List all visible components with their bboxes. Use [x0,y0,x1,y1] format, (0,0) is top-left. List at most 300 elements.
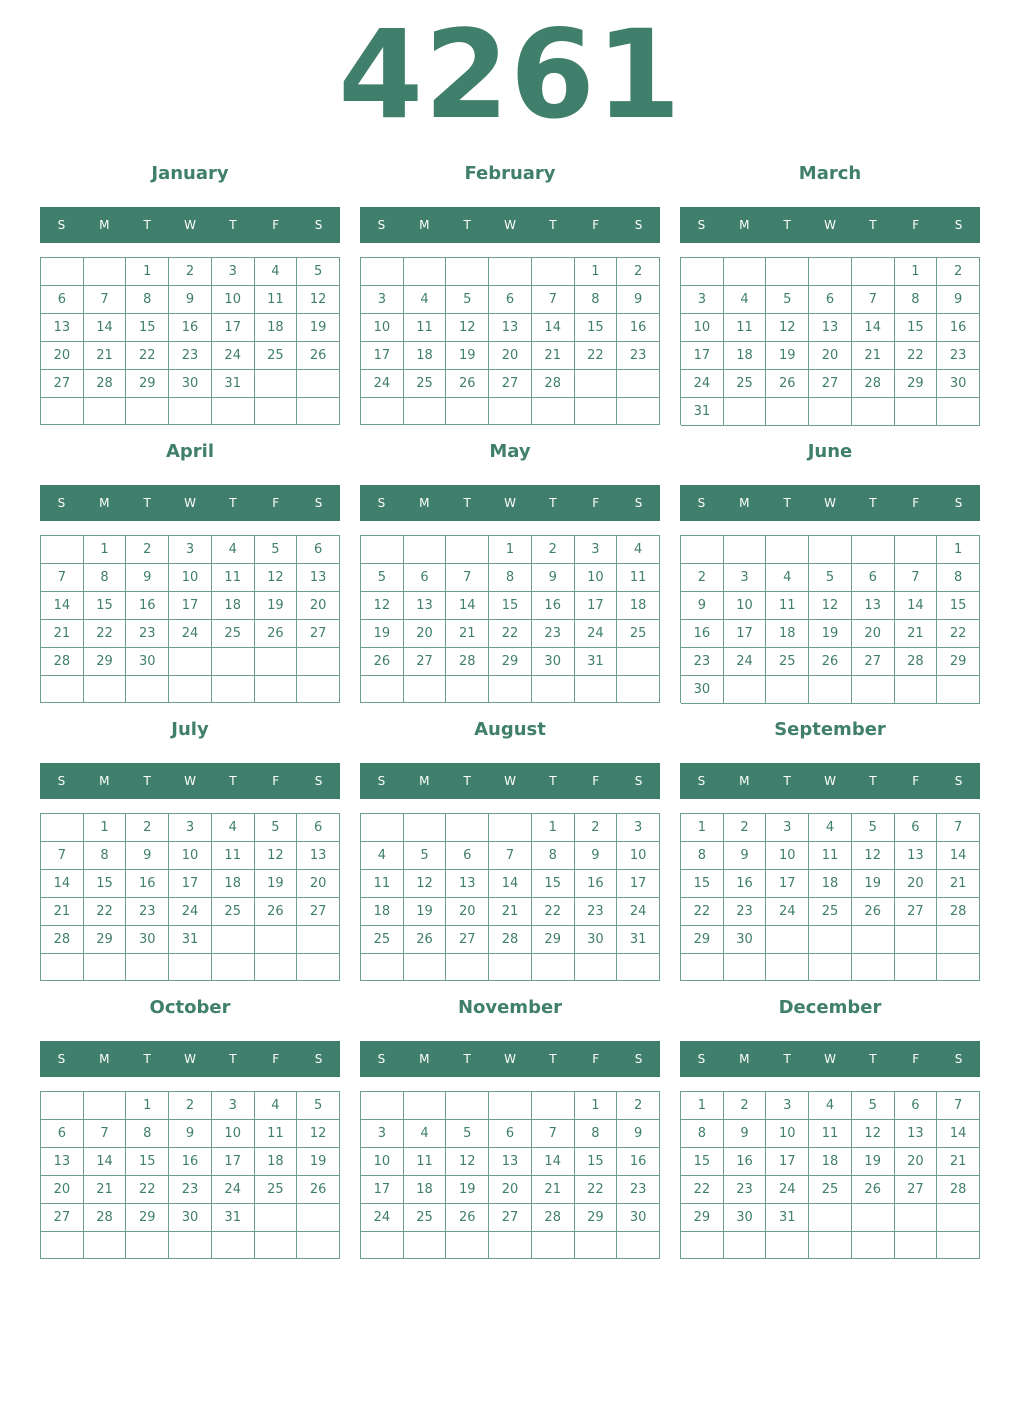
day-cell [255,370,298,398]
weekday-label: T [463,218,471,232]
day-cell [617,954,660,981]
day-cell: 22 [575,342,618,370]
weekday-label: W [504,496,516,510]
weekday-label: W [184,496,196,510]
day-cell: 24 [169,898,212,926]
day-cell: 15 [895,314,938,342]
day-cell: 21 [41,898,84,926]
day-cell [532,398,575,425]
day-cell: 23 [575,898,618,926]
day-cell: 16 [169,314,212,342]
day-cell: 29 [937,648,980,676]
day-cell: 6 [297,814,340,842]
day-cell: 9 [126,564,169,592]
day-cell [361,676,404,703]
day-cell: 14 [446,592,489,620]
weekday-label: S [954,496,963,510]
day-cell [41,258,84,286]
day-grid [680,257,980,425]
day-cell: 25 [809,1176,852,1204]
day-cell [766,954,809,981]
day-cell [404,954,447,981]
day-cell: 19 [446,342,489,370]
day-grid [680,1091,980,1259]
weekday-label: W [824,774,836,788]
day-cell: 24 [212,342,255,370]
day-cell [297,648,340,676]
day-cell: 23 [126,898,169,926]
day-cell: 17 [212,314,255,342]
day-cell: 11 [809,842,852,870]
weekday-header [680,207,980,243]
day-cell: 3 [212,258,255,286]
day-cell: 5 [255,814,298,842]
day-cell: 14 [84,1148,127,1176]
day-cell: 8 [84,842,127,870]
day-cell: 17 [575,592,618,620]
day-cell: 2 [724,814,767,842]
day-cell: 13 [809,314,852,342]
day-cell: 5 [255,536,298,564]
day-cell [404,814,447,842]
day-cell [126,1232,169,1259]
day-cell [937,1232,980,1259]
weekday-label: W [184,1052,196,1066]
day-cell [766,398,809,426]
day-cell: 23 [169,1176,212,1204]
weekday-label: M [739,496,750,510]
day-cell [617,648,660,676]
day-cell [41,954,84,981]
day-cell: 21 [41,620,84,648]
day-cell: 17 [724,620,767,648]
day-cell [937,926,980,954]
day-cell: 30 [937,370,980,398]
day-cell [532,954,575,981]
day-cell: 25 [809,898,852,926]
day-cell: 27 [446,926,489,954]
day-cell: 7 [852,286,895,314]
day-cell [297,676,340,703]
day-cell: 8 [681,1120,724,1148]
day-cell: 13 [852,592,895,620]
day-cell: 15 [681,1148,724,1176]
day-cell [489,1232,532,1259]
day-cell: 17 [169,870,212,898]
day-cell: 4 [404,1120,447,1148]
weekday-label: T [143,774,151,788]
day-cell: 20 [297,870,340,898]
day-cell: 11 [404,314,447,342]
day-cell: 13 [489,314,532,342]
weekday-label: T [549,496,557,510]
day-cell: 19 [766,342,809,370]
day-grid [40,535,340,703]
day-cell: 11 [617,564,660,592]
day-cell: 29 [489,648,532,676]
day-cell: 24 [361,1204,404,1232]
day-cell [937,1204,980,1232]
day-cell [852,954,895,981]
day-cell: 12 [852,1120,895,1148]
day-cell: 14 [84,314,127,342]
day-cell: 1 [84,536,127,564]
weekday-label: W [824,1052,836,1066]
day-cell: 25 [255,342,298,370]
day-cell [169,954,212,981]
weekday-label: F [592,496,600,510]
month-june [680,441,980,709]
day-cell [126,398,169,425]
day-cell: 20 [489,342,532,370]
day-cell: 16 [126,870,169,898]
day-cell: 12 [255,564,298,592]
day-cell: 25 [212,898,255,926]
day-cell: 6 [852,564,895,592]
day-cell [489,814,532,842]
day-cell [446,536,489,564]
day-cell [809,926,852,954]
day-cell: 25 [361,926,404,954]
weekday-label: F [912,496,920,510]
day-cell: 3 [575,536,618,564]
day-cell: 31 [681,398,724,426]
day-cell: 27 [852,648,895,676]
day-cell: 28 [41,648,84,676]
day-cell: 3 [169,814,212,842]
day-cell [617,398,660,425]
day-cell [809,1232,852,1259]
day-cell: 27 [489,1204,532,1232]
day-cell [852,536,895,564]
day-cell: 5 [852,814,895,842]
day-cell: 14 [532,1148,575,1176]
month-name: March [798,163,862,184]
day-cell: 3 [169,536,212,564]
month-july [40,719,340,987]
weekday-label: M [739,1052,750,1066]
day-cell: 27 [404,648,447,676]
day-cell: 3 [681,286,724,314]
day-cell: 4 [809,814,852,842]
day-cell: 18 [809,870,852,898]
day-cell: 27 [297,898,340,926]
day-cell [809,398,852,426]
day-cell: 2 [617,1092,660,1120]
day-cell: 25 [404,1204,447,1232]
day-cell: 25 [617,620,660,648]
day-cell [212,676,255,703]
day-cell: 8 [575,286,618,314]
weekday-label: F [272,774,280,788]
day-cell: 18 [212,870,255,898]
day-cell [489,676,532,703]
day-cell: 31 [766,1204,809,1232]
day-cell [446,258,489,286]
day-cell: 8 [895,286,938,314]
day-cell [404,536,447,564]
weekday-header [40,485,340,521]
day-cell: 9 [169,1120,212,1148]
day-cell: 3 [766,814,809,842]
day-cell: 9 [169,286,212,314]
day-cell: 19 [852,870,895,898]
weekday-header [360,763,660,799]
day-cell: 17 [617,870,660,898]
weekday-label: F [592,774,600,788]
day-cell: 4 [212,536,255,564]
day-cell: 3 [617,814,660,842]
day-cell: 29 [532,926,575,954]
day-cell: 6 [489,286,532,314]
day-grid [360,813,660,981]
day-cell: 13 [41,314,84,342]
day-cell [724,398,767,426]
day-cell [809,258,852,286]
day-cell [212,926,255,954]
day-cell: 16 [724,1148,767,1176]
day-cell [169,676,212,703]
day-cell: 25 [404,370,447,398]
day-cell: 12 [255,842,298,870]
month-name: May [489,441,531,462]
day-cell: 11 [255,286,298,314]
weekday-label: W [824,218,836,232]
day-grid [360,1091,660,1259]
day-cell: 30 [724,1204,767,1232]
day-cell: 17 [681,342,724,370]
day-cell: 23 [532,620,575,648]
day-cell: 16 [575,870,618,898]
weekday-label: W [184,218,196,232]
day-cell: 23 [681,648,724,676]
day-cell [575,676,618,703]
day-cell [297,926,340,954]
day-cell: 8 [126,1120,169,1148]
weekday-header [680,763,980,799]
day-cell: 5 [446,286,489,314]
day-cell [255,954,298,981]
day-cell: 22 [84,620,127,648]
day-cell: 22 [575,1176,618,1204]
day-cell [617,1232,660,1259]
day-cell [255,1232,298,1259]
day-cell [169,1232,212,1259]
weekday-label: T [549,1052,557,1066]
weekday-label: S [697,774,706,788]
day-cell [724,676,767,704]
day-cell: 20 [297,592,340,620]
day-cell: 14 [41,870,84,898]
weekday-label: T [869,774,877,788]
day-cell: 17 [361,342,404,370]
day-cell: 5 [809,564,852,592]
day-cell: 18 [255,314,298,342]
day-cell: 30 [681,676,724,704]
day-cell: 23 [937,342,980,370]
day-cell: 1 [489,536,532,564]
day-cell: 8 [575,1120,618,1148]
day-cell [766,536,809,564]
day-cell: 30 [617,1204,660,1232]
day-cell: 24 [575,620,618,648]
month-march [680,163,980,431]
weekday-label: M [419,496,430,510]
day-cell: 10 [724,592,767,620]
day-cell: 17 [766,870,809,898]
day-cell: 2 [126,814,169,842]
day-cell: 24 [766,898,809,926]
weekday-label: F [592,1052,600,1066]
day-cell: 1 [575,258,618,286]
weekday-label: T [869,1052,877,1066]
day-cell: 15 [126,1148,169,1176]
day-cell [852,676,895,704]
weekday-label: S [57,1052,66,1066]
weekday-label: T [549,218,557,232]
day-cell [212,954,255,981]
day-cell: 22 [681,898,724,926]
day-cell: 13 [895,1120,938,1148]
weekday-label: M [419,218,430,232]
day-cell: 28 [532,370,575,398]
day-cell [361,814,404,842]
day-cell: 20 [41,342,84,370]
day-cell [809,676,852,704]
weekday-label: S [954,218,963,232]
day-cell: 14 [41,592,84,620]
day-cell: 30 [532,648,575,676]
day-cell: 22 [681,1176,724,1204]
day-cell: 4 [617,536,660,564]
day-cell [895,676,938,704]
day-cell: 2 [532,536,575,564]
day-cell: 15 [575,314,618,342]
day-cell [852,1204,895,1232]
day-cell: 22 [489,620,532,648]
day-cell [895,536,938,564]
day-cell: 21 [489,898,532,926]
day-cell: 10 [766,842,809,870]
day-cell: 10 [575,564,618,592]
day-cell: 14 [852,314,895,342]
day-cell [681,954,724,981]
day-cell [532,676,575,703]
day-cell [255,398,298,425]
day-cell: 26 [446,370,489,398]
day-cell: 26 [297,1176,340,1204]
weekday-label: S [377,774,386,788]
day-cell [255,648,298,676]
day-cell: 16 [937,314,980,342]
day-cell: 18 [361,898,404,926]
day-cell [446,954,489,981]
weekday-header [680,485,980,521]
weekday-label: S [314,496,323,510]
day-cell [41,676,84,703]
day-cell [575,370,618,398]
day-cell: 19 [297,314,340,342]
day-cell: 22 [937,620,980,648]
day-cell: 7 [532,1120,575,1148]
weekday-label: M [419,774,430,788]
day-cell [895,398,938,426]
day-cell [297,370,340,398]
day-cell: 9 [937,286,980,314]
day-cell: 13 [297,842,340,870]
weekday-label: T [783,1052,791,1066]
weekday-label: S [954,1052,963,1066]
day-cell: 19 [255,592,298,620]
weekday-label: W [504,774,516,788]
day-cell: 10 [169,842,212,870]
day-cell: 20 [852,620,895,648]
weekday-label: T [143,1052,151,1066]
day-cell: 16 [126,592,169,620]
day-cell: 22 [532,898,575,926]
day-cell: 4 [766,564,809,592]
day-cell: 20 [41,1176,84,1204]
day-cell: 6 [489,1120,532,1148]
day-cell: 9 [532,564,575,592]
month-april [40,441,340,709]
day-cell [489,258,532,286]
weekday-label: S [314,218,323,232]
day-cell [41,1092,84,1120]
day-cell: 20 [404,620,447,648]
month-august [360,719,660,987]
day-cell [361,954,404,981]
day-cell [766,258,809,286]
day-cell [766,676,809,704]
day-cell [297,1232,340,1259]
day-cell: 11 [212,842,255,870]
day-cell: 26 [766,370,809,398]
weekday-label: M [739,218,750,232]
day-cell: 28 [446,648,489,676]
day-cell: 18 [766,620,809,648]
day-cell: 5 [297,258,340,286]
day-cell: 17 [766,1148,809,1176]
day-cell: 20 [809,342,852,370]
day-cell [937,398,980,426]
day-cell: 4 [255,258,298,286]
day-cell: 6 [446,842,489,870]
day-cell: 15 [84,870,127,898]
day-cell: 3 [361,1120,404,1148]
day-cell: 29 [126,370,169,398]
day-cell: 4 [212,814,255,842]
day-cell: 22 [84,898,127,926]
day-cell [489,1092,532,1120]
day-cell [724,536,767,564]
day-cell: 14 [532,314,575,342]
weekday-label: S [377,218,386,232]
day-cell: 7 [84,286,127,314]
day-cell: 3 [361,286,404,314]
day-cell: 28 [41,926,84,954]
day-cell: 1 [84,814,127,842]
day-cell [41,1232,84,1259]
day-cell: 24 [169,620,212,648]
day-cell: 15 [126,314,169,342]
day-cell: 20 [446,898,489,926]
day-cell: 10 [169,564,212,592]
day-cell: 22 [895,342,938,370]
day-cell: 14 [895,592,938,620]
day-cell: 23 [724,898,767,926]
day-cell [532,1232,575,1259]
